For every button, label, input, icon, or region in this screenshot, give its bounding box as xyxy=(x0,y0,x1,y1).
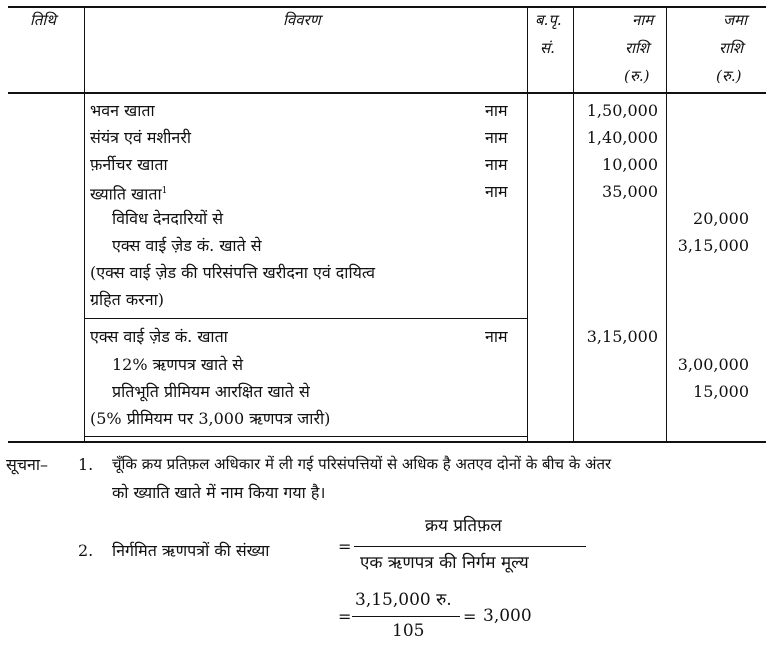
result-value: 3,000 xyxy=(483,606,532,626)
entry2-line2-credit: 3,00,000 xyxy=(677,355,749,374)
table-header-border xyxy=(8,92,766,94)
entry1-line1-debit: 1,50,000 xyxy=(586,101,658,120)
entry1-line6-credit: 3,15,000 xyxy=(677,236,749,255)
entry1-line5-credit: 20,000 xyxy=(693,209,749,228)
fraction1-denominator: एक ऋणपत्र की निर्गम मूल्य xyxy=(360,553,529,573)
entry2-line3-credit: 15,000 xyxy=(693,382,749,401)
fraction2-numerator: 3,15,000 रु. xyxy=(355,590,452,610)
entry1-line3-debit: 10,000 xyxy=(602,155,658,174)
entry1-line1-dr: नाम xyxy=(485,101,508,120)
entry1-line5-particular: विविध देनदारियों से xyxy=(112,209,224,228)
header-credit-2: राशि xyxy=(719,39,744,57)
note1-line1: चूँकि क्रय प्रतिफ़ल अधिकार में ली गई परिसंपत्तियों से अधिक है अतएव दोनों के बीच के अंतर xyxy=(112,455,612,473)
footnote-marker: 1 xyxy=(161,186,168,196)
note1-number: 1. xyxy=(78,455,94,474)
equals-sign-2: = xyxy=(338,607,352,626)
entry1-line2-dr: नाम xyxy=(485,128,508,147)
entry2-line2-particular: 12% ऋणपत्र खाते से xyxy=(112,355,244,374)
entry1-line6-particular: एक्स वाई ज़ेड कं. खाते से xyxy=(112,236,262,255)
entry1-line4-text: ख्याति खाता xyxy=(90,184,162,204)
col-divider-particulars xyxy=(527,6,528,443)
header-credit-1: जमा xyxy=(723,11,747,29)
header-date: तिथि xyxy=(30,11,56,29)
entry1-line4-dr: नाम xyxy=(485,182,508,201)
header-particulars: विवरण xyxy=(283,11,321,29)
entry1-line4-particular xyxy=(90,178,167,207)
note1-line2: को ख्याति खाते में नाम किया गया है। xyxy=(112,483,326,502)
header-credit-3: (रु.) xyxy=(716,67,742,85)
entry1-narration-line2: ग्रहित करना) xyxy=(90,290,164,309)
header-debit-2: राशि xyxy=(625,39,650,57)
header-lf-2: सं. xyxy=(540,39,555,57)
entry2-narration: (5% प्रीमियम पर 3,000 ऋणपत्र जारी) xyxy=(90,409,331,428)
header-debit-3: (रु.) xyxy=(624,67,650,85)
notes-label: सूचना– xyxy=(6,455,49,474)
note2-text: निर्गमित ऋणपत्रों की संख्या xyxy=(112,541,270,560)
fraction2-denominator: 105 xyxy=(392,621,425,641)
equals-sign-3: = xyxy=(463,607,477,626)
entry2-line1-dr: नाम xyxy=(485,327,508,346)
entry1-line3-dr: नाम xyxy=(485,155,508,174)
fraction1-numerator: क्रय प्रतिफ़ल xyxy=(425,516,502,536)
fraction1-bar xyxy=(354,546,586,547)
table-top-border xyxy=(8,6,766,8)
entry-divider xyxy=(85,318,527,319)
entry2-line3-particular: प्रतिभूति प्रीमियम आरक्षित खाते से xyxy=(112,382,310,401)
equals-sign-1: = xyxy=(338,537,352,556)
entry1-line2-particular: संयंत्र एवं मशीनरी xyxy=(90,128,192,147)
header-debit-1: नाम xyxy=(632,11,654,29)
entry1-line1-particular: भवन खाता xyxy=(90,101,155,120)
col-divider-date xyxy=(84,6,85,443)
entry-end-line xyxy=(85,436,527,437)
table-bottom-border xyxy=(8,441,766,443)
fraction2-bar xyxy=(352,616,460,617)
col-divider-debit xyxy=(666,6,667,443)
note2-number: 2. xyxy=(78,541,94,560)
entry1-line4-debit: 35,000 xyxy=(602,182,658,201)
col-divider-lf xyxy=(573,6,574,443)
header-lf-1: ब.पृ. xyxy=(535,11,562,29)
entry1-line3-particular: फ़र्नीचर खाता xyxy=(90,155,168,174)
entry1-narration-line1: (एक्स वाई ज़ेड की परिसंपत्ति खरीदना एवं दायित्व xyxy=(90,263,376,282)
entry2-line1-debit: 3,15,000 xyxy=(586,327,658,346)
entry2-line1-particular: एक्स वाई ज़ेड कं. खाता xyxy=(90,327,228,346)
entry1-line2-debit: 1,40,000 xyxy=(586,128,658,147)
